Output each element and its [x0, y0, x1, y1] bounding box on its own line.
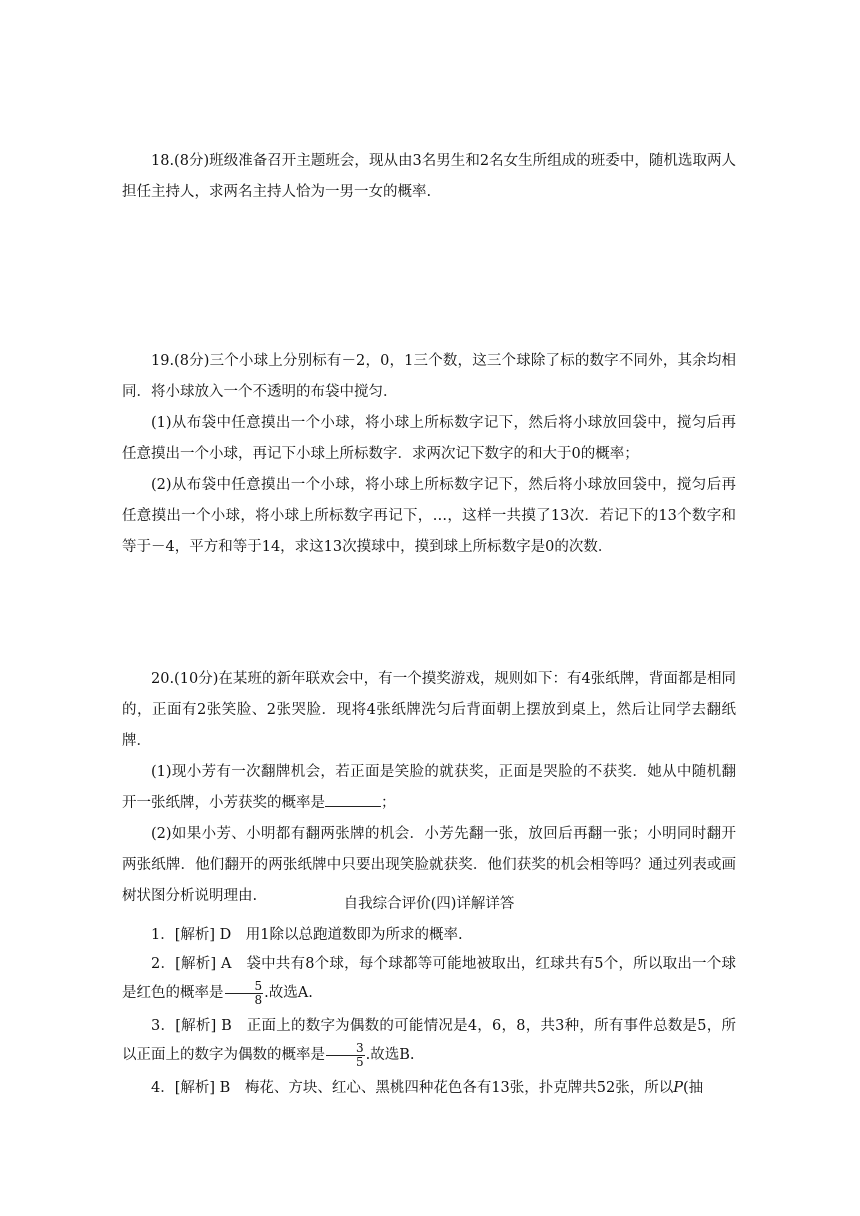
- answer-2-text: 袋中共有8个球，每个球都等可能地被取出，红球共有5个，所以取出一个球是红色的概率是: [122, 956, 736, 1001]
- answer-4-text-end: (抽: [683, 1080, 704, 1096]
- answer-3-text-end: .故选B.: [365, 1047, 415, 1063]
- answer-3: [122, 1012, 736, 1070]
- question-19-part-2: (2)从布袋中任意摸出一个小球，将小球上所标数字记下，然后将小球放回袋中，搅匀后再任意摸出一个小球，将小球上所标数字再记下，…，这样一共摸了13次．若记下的13个数字和等于－4，平方和等于14，求这13次摸球中，摸到球上所标数字是0的次数．: [122, 477, 736, 555]
- answer-4-number: 4．: [151, 1080, 175, 1096]
- question-18: [122, 146, 736, 208]
- answer-2-fraction-denominator: 8: [254, 992, 263, 1007]
- answer-2-text-end: .故选A.: [264, 985, 313, 1001]
- answer-1-tag: [解析] D: [174, 927, 232, 943]
- answer-blank: [325, 792, 381, 807]
- answer-3-fraction-denominator: 5: [356, 1054, 364, 1069]
- answer-1-number: 1．: [151, 927, 175, 943]
- answer-3-number: 3．: [151, 1018, 176, 1034]
- question-20-part-2: (2)如果小芳、小明都有翻两张牌的机会．小芳先翻一张，放回后再翻一张；小明同时翻开两张纸牌．他们翻开的两张纸牌中只要出现笑脸就获奖．他们获奖的机会相等吗？通过列表或画树状图分析说明理由.: [122, 826, 736, 904]
- answer-4-tag: [解析] B: [174, 1080, 231, 1096]
- question-20-stem: 20.(10分)在某班的新年联欢会中，有一个摸奖游戏，规则如下：有4张纸牌，背面都是相同的，正面有2张笑脸、2张哭脸．现将4张纸牌洗匀后背面朝上摆放到桌上，然后让同学去翻纸牌．: [122, 671, 736, 749]
- answer-2-tag: [解析] A: [175, 956, 232, 972]
- answers-section: [122, 890, 736, 1103]
- question-19-stem: 19.(8分)三个小球上分别标有－2，0，1三个数，这三个球除了标的数字不同外，其余均相同．将小球放入一个不透明的布袋中搅匀．: [122, 353, 736, 400]
- answer-2-fraction-numerator: 5: [225, 980, 264, 994]
- answers-title: 自我综合评价(四)详解详答: [343, 896, 515, 912]
- answer-1-text: 用1除以总跑道数即为所求的概率.: [231, 927, 463, 943]
- answer-2-number: 2．: [151, 956, 176, 972]
- answer-3-fraction: [326, 1042, 365, 1069]
- answer-3-tag: [解析] B: [175, 1018, 232, 1034]
- answer-3-fraction-numerator: 3: [326, 1042, 365, 1056]
- answer-2: [122, 950, 736, 1008]
- question-20-part-1-end: ；: [381, 795, 396, 811]
- question-19: [122, 346, 736, 563]
- question-20: [122, 664, 736, 912]
- answer-4-text: 梅花、方块、红心、黑桃四种花色各有13张，扑克牌共52张，所以: [230, 1080, 674, 1096]
- answer-4: [122, 1074, 736, 1103]
- question-18-text: 18.(8分)班级准备召开主题班会，现从由3名男生和2名女生所组成的班委中，随机选取两人担任主持人，求两名主持人恰为一男一女的概率.: [122, 153, 736, 200]
- answer-4-p-symbol: P: [673, 1080, 683, 1096]
- answer-1: [122, 921, 736, 950]
- question-20-part-1: [122, 757, 736, 819]
- question-19-part-1: (1)从布袋中任意摸出一个小球，将小球上所标数字记下，然后将小球放回袋中，搅匀后再任意摸出一个小球，再记下小球上所标数字．求两次记下数字的和大于0的概率；: [122, 415, 736, 462]
- answer-3-text: 正面上的数字为偶数的可能情况是4，6，8，共3种，所有事件总数是5，所以正面上的数字为偶数的概率是: [122, 1018, 737, 1063]
- question-20-part-1-text: (1)现小芳有一次翻牌机会，若正面是笑脸的就获奖，正面是哭脸的不获奖．她从中随机翻开一张纸牌，小芳获奖的概率是: [122, 764, 736, 811]
- answer-2-fraction: [225, 980, 264, 1007]
